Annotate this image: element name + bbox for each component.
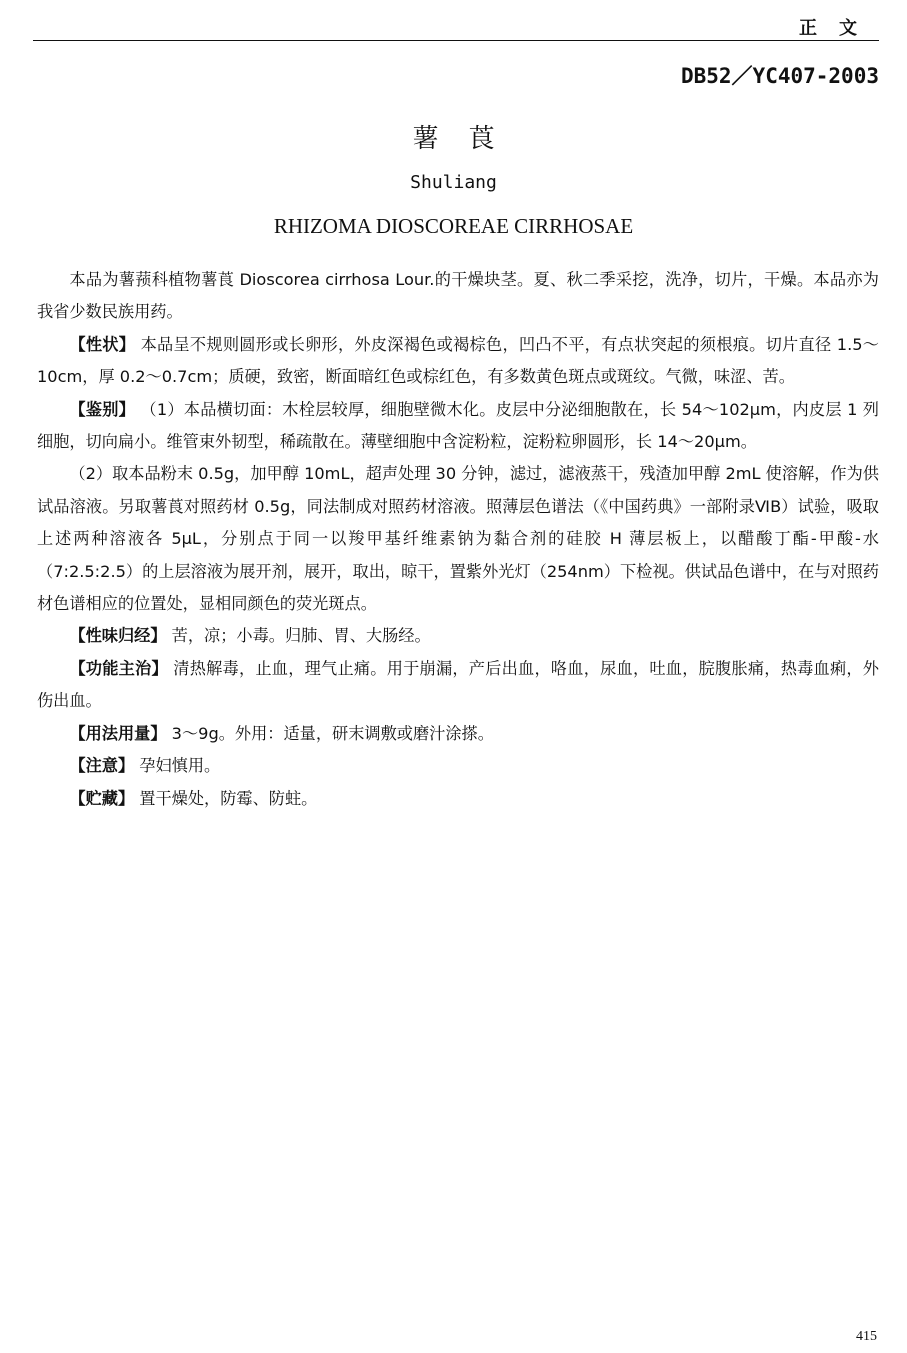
monograph-body — [37, 264, 879, 815]
section-text-storage: 置干燥处，防霉、防蛀。 — [134, 788, 318, 808]
section-precautions — [37, 750, 879, 782]
section-label: 正文 — [799, 18, 879, 39]
section-text-characters: 本品呈不规则圆形或长卵形，外皮深褐色或褐棕色，凹凸不平，有点状突起的须根痕。切片直径 1.5～10cm，厚 0.2～0.7cm；质硬，致密，断面暗红色或棕红色，有多数黄色斑点或斑纹。气微，味涩、苦。 — [37, 334, 879, 387]
standard-code: DB52／YC407-2003 — [680, 64, 879, 88]
section-characters — [37, 329, 879, 394]
section-text-nature-meridian: 苦，凉；小毒。归肺、胃、大肠经。 — [166, 626, 431, 646]
header-divider — [33, 40, 879, 41]
section-text-identification: （1）本品横切面：木栓层较厚，细胞壁微木化。皮层中分泌细胞散在，长 54～102μm，内皮层 1 列细胞，切向扁小。维管束外韧型，稀疏散在。薄壁细胞中含淀粉粒，淀粉粒卵圆形，长 14～20μm。 — [37, 399, 879, 452]
intro-paragraph: 本品为薯蓣科植物薯莨 Dioscorea cirrhosa Lour.的干燥块茎。夏、秋二季采挖，洗净，切片，干燥。本品亦为我省少数民族用药。 — [37, 270, 879, 322]
section-label-storage: 【贮藏】 — [69, 788, 135, 808]
section-dosage — [37, 718, 879, 750]
section-text-functions: 清热解毒，止血，理气止痛。用于崩漏，产后出血，咯血，尿血，吐血，脘腹胀痛，热毒血痢，外伤出血。 — [37, 658, 879, 711]
section-label-functions: 【功能主治】 — [69, 658, 168, 678]
section-text-precautions: 孕妇慎用。 — [134, 756, 221, 776]
section-nature-meridian — [37, 620, 879, 652]
section-label-characters: 【性状】 — [69, 334, 136, 354]
section-identification-tlc — [37, 458, 879, 620]
section-label-nature-meridian: 【性味归经】 — [69, 626, 167, 646]
section-label-dosage: 【用法用量】 — [69, 723, 167, 743]
page-number: 415 — [856, 1329, 877, 1344]
title-chinese: 薯莨 — [412, 124, 525, 154]
section-storage — [37, 783, 879, 815]
title-pinyin: Shuliang — [410, 172, 497, 193]
section-label-identification: 【鉴别】 — [69, 399, 136, 419]
section-label-precautions: 【注意】 — [69, 756, 135, 776]
title-latin: RHIZOMA DIOSCOREAE CIRRHOSAE — [273, 214, 634, 238]
section-functions — [37, 653, 879, 718]
section-text-dosage: 3～9g。外用：适量，研末调敷或磨汁涂搽。 — [166, 723, 494, 743]
section-identification — [37, 394, 879, 459]
section-text-identification-tlc: （2）取本品粉末 0.5g，加甲醇 10mL，超声处理 30 分钟，滤过，滤液蒸干，残渣加甲醇 2mL 使溶解，作为供试品溶液。另取薯莨对照药材 0.5g，同法制成对照药材溶液。照薄层色谱法（《中国药典》一部附录ⅥB）试验，吸取上述两种溶液各 5μL，分别点于同一以羧甲基纤维素钠为黏合剂的硅胶 H 薄层板上，以醋酸丁酯-甲酸-水（7:2.5:2.5）的上层溶液为展开剂，展开，取出，晾干，置紫外光灯（254nm）下检视。供试品色谱中，在与对照药材色谱相应的位置处，显相同颜色的荧光斑点。 — [37, 464, 879, 614]
